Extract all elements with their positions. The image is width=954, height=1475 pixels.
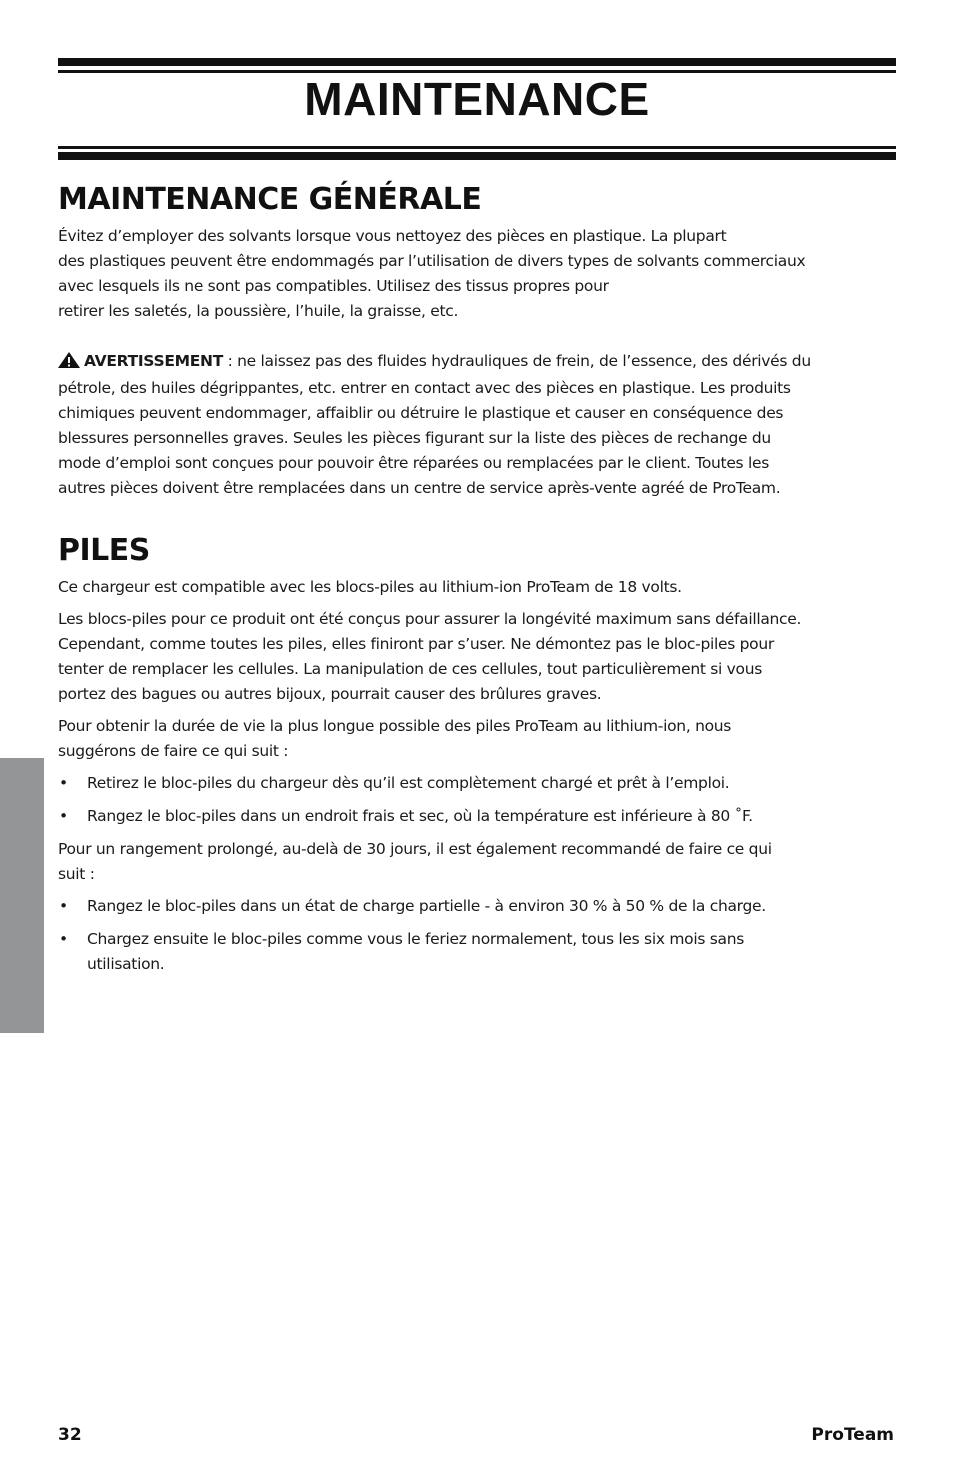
batteries-intro: Ce chargeur est compatible avec les blocs-piles au lithium-ion ProTeam de 18 volts.	[58, 578, 682, 596]
text-line: Les blocs-piles pour ce produit ont été conçus pour assurer la longévité maximum sans défaillance.	[58, 610, 802, 628]
batteries-paragraph-2	[58, 607, 893, 707]
batteries-paragraph-3	[58, 714, 893, 764]
list-item: • Rangez le bloc-piles dans un endroit frais et sec, où la température est inférieure à 80 ˚F.	[58, 804, 893, 829]
warning-triangle-icon	[58, 351, 80, 376]
text-line: des plastiques peuvent être endommagés par l’utilisation de divers types de solvants commerciaux	[58, 252, 806, 270]
text-line: blessures personnelles graves. Seules les pièces figurant sur la liste des pièces de rechange du	[58, 429, 771, 447]
bullet-icon: •	[59, 807, 68, 825]
text-line: Évitez d’employer des solvants lorsque vous nettoyez des pièces en plastique. La plupart	[58, 227, 727, 245]
brand-name: ProTeam	[811, 1425, 894, 1445]
text-line: pétrole, des huiles dégrippantes, etc. entrer en contact avec des pièces en plastique. Les produits	[58, 379, 791, 397]
text-line: : ne laissez pas des fluides hydrauliques de frein, de l’essence, des dérivés du	[222, 352, 811, 370]
text-line: retirer les saletés, la poussière, l’huile, la graisse, etc.	[58, 302, 459, 320]
bottom-rule-thin	[58, 146, 896, 149]
list-item: • Rangez le bloc-piles dans un état de charge partielle - à environ 30 % à 50 % de la charge.	[58, 894, 893, 919]
warning-label: AVERTISSEMENT	[84, 352, 223, 370]
text-line: mode d’emploi sont conçues pour pouvoir être réparées ou remplacées par le client. Toutes les	[58, 454, 769, 472]
side-tab-marker	[0, 758, 44, 1033]
section-heading-batteries: PILES	[58, 533, 150, 568]
bullet-icon: •	[59, 774, 68, 792]
bullet-icon: •	[59, 897, 68, 915]
text-line: portez des bagues ou autres bijoux, pourrait causer des brûlures graves.	[58, 685, 602, 703]
bottom-rule-thick	[58, 152, 896, 160]
text-line: suit :	[58, 865, 95, 883]
text-line: suggérons de faire ce qui suit :	[58, 742, 289, 760]
text-line: tenter de remplacer les cellules. La manipulation de ces cellules, tout particulièrement si vous	[58, 660, 763, 678]
bullet-icon: •	[59, 930, 68, 948]
text-line: Pour obtenir la durée de vie la plus longue possible des piles ProTeam au lithium-ion, nous	[58, 717, 732, 735]
text-line: autres pièces doivent être remplacées dans un centre de service après-vente agréé de ProTeam.	[58, 479, 781, 497]
text-line: chimiques peuvent endommager, affaiblir ou détruire le plastique et causer en conséquence des	[58, 404, 784, 422]
page-title: MAINTENANCE	[304, 73, 650, 125]
text-line: Cependant, comme toutes les piles, elles finiront par s’user. Ne démontez pas le bloc-piles pour	[58, 635, 774, 653]
section-heading-general: MAINTENANCE GÉNÉRALE	[58, 182, 482, 217]
list-item: • Retirez le bloc-piles du chargeur dès qu’il est complètement chargé et prêt à l’emploi.	[58, 771, 893, 796]
text-line: Pour un rangement prolongé, au-delà de 30 jours, il est également recommandé de faire ce qui	[58, 840, 772, 858]
general-paragraph	[58, 224, 893, 324]
bullet-list-storage	[58, 771, 893, 829]
text-line: avec lesquels ils ne sont pas compatibles. Utilisez des tissus propres pour	[58, 277, 609, 295]
top-rule-thick	[58, 58, 896, 66]
batteries-paragraph-4	[58, 837, 893, 887]
bullet-list-long-storage	[58, 894, 893, 977]
main-content	[58, 180, 893, 985]
page-footer	[58, 1422, 894, 1448]
page-number: 32	[58, 1425, 82, 1445]
warning-paragraph	[58, 349, 893, 501]
list-item: • Chargez ensuite le bloc-piles comme vous le feriez normalement, tous les six mois sans utilisation.	[58, 927, 893, 977]
